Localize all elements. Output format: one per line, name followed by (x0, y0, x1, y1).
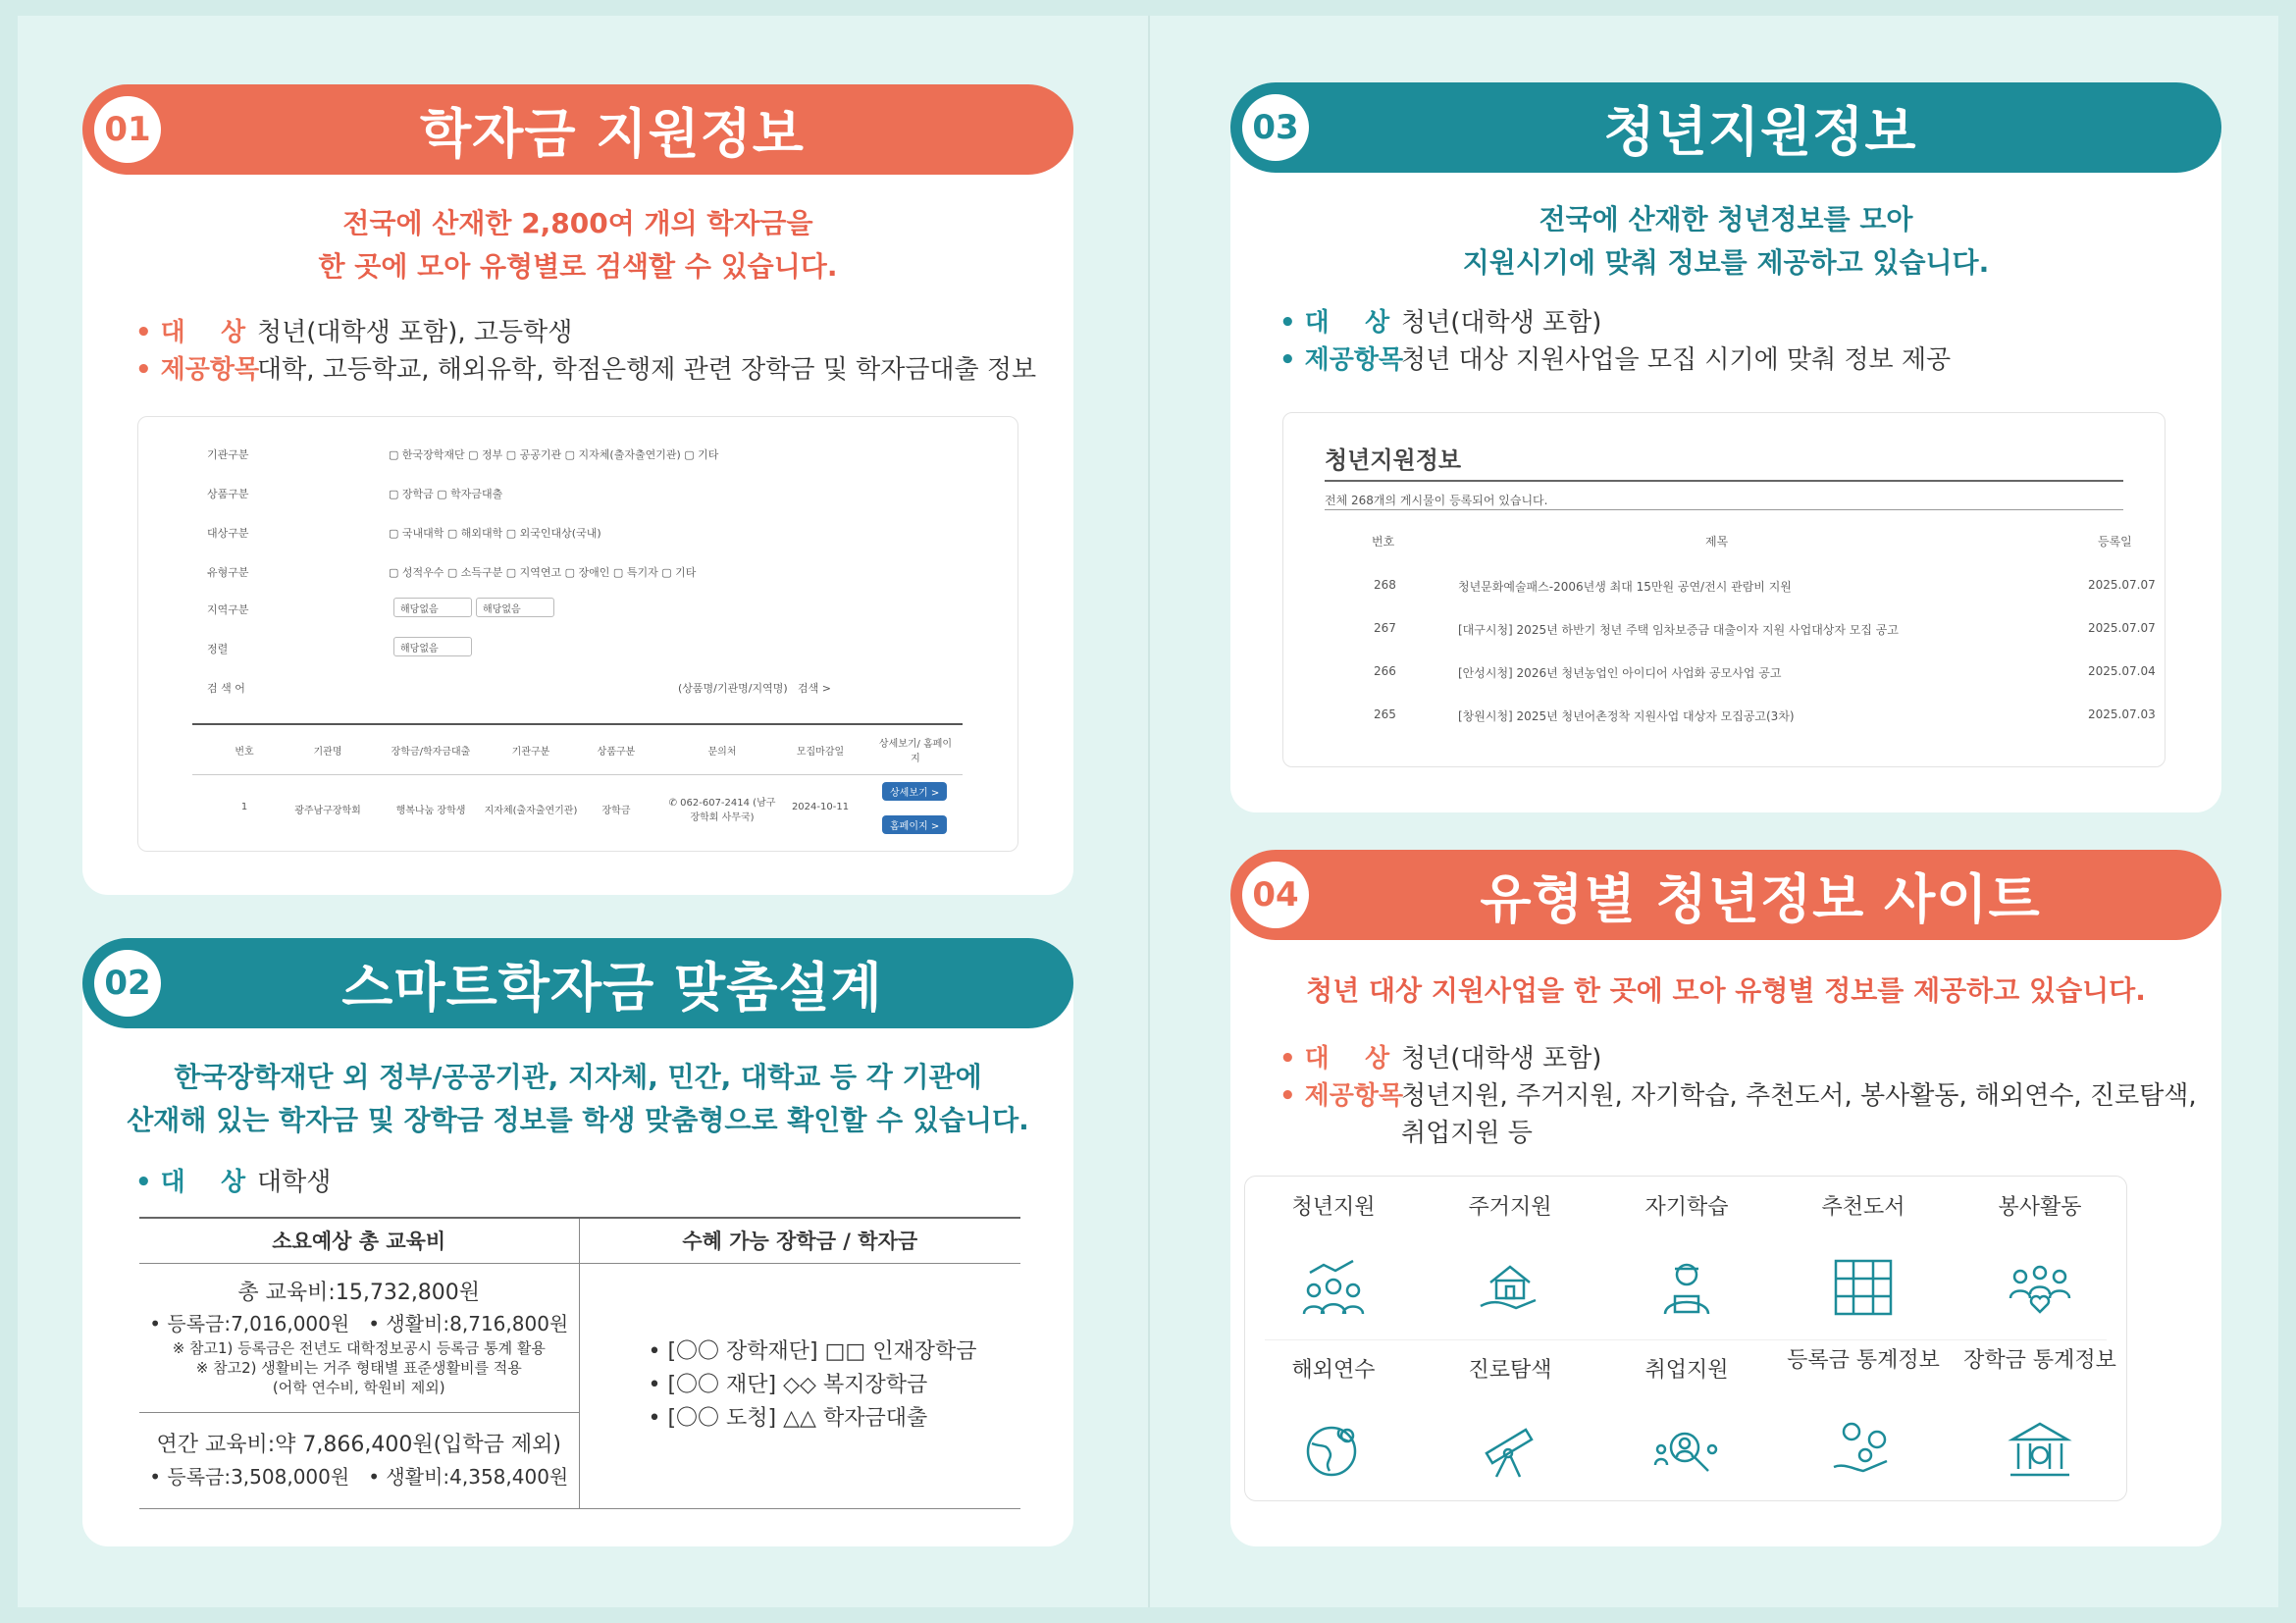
scholarship-info-banner (82, 84, 1073, 175)
target-value: 청년(대학생 포함) (1401, 308, 1602, 338)
list-row[interactable] (1342, 694, 2156, 737)
cell: 광주남구장학회 (294, 806, 361, 816)
list-row[interactable] (1342, 607, 2156, 651)
category-label: 해외연수 (1291, 1358, 1376, 1383)
category-label: 추천도서 (1821, 1195, 1905, 1220)
category-label: 주거지원 (1468, 1195, 1552, 1220)
row-date: 2025.07.07 (2088, 621, 2156, 635)
note-2: ※ 참고2) 생활비는 거주 형태별 표준생활비를 적용 (195, 1359, 522, 1377)
target-key: • 대 상 (1279, 1044, 1390, 1073)
section-title: 스마트학자금 맞춤설계 (341, 956, 883, 1019)
row-date: 2025.07.07 (2088, 578, 2156, 592)
category-label: 봉사활동 (1998, 1195, 2082, 1220)
tuition-stats-icon (1830, 1420, 1897, 1479)
cell: 지자체(출자출연기관) (484, 806, 578, 816)
row-date: 2025.07.03 (2088, 707, 2156, 721)
col-header: 상세보기/ 홈페이지 (878, 739, 953, 764)
section-lead (1230, 969, 2221, 1013)
job-search-icon (1653, 1420, 1720, 1479)
fold-line (1148, 16, 1150, 1607)
category-books[interactable] (1775, 1177, 1952, 1339)
cell: 장학금 (601, 806, 631, 816)
lead-line-2: 한 곳에 모아 유형별로 검색할 수 있습니다. (318, 250, 838, 283)
section-title: 청년지원정보 (1603, 100, 1917, 163)
region-sub-select[interactable]: 해당없음 (476, 598, 554, 617)
items-value-cont: 취업지원 등 (1401, 1119, 1533, 1148)
section-lead (82, 1056, 1073, 1142)
sort-select[interactable]: 해당없음 (393, 637, 472, 656)
category-volunteer[interactable] (1952, 1177, 2128, 1339)
info-items (135, 1164, 331, 1201)
category-label: 등록금 통계정보 (1787, 1348, 1940, 1373)
section-lead (1230, 198, 2221, 285)
education-cost-table (139, 1217, 1020, 1509)
cell: ✆ 062-607-2414 (남구장학회 사무국) (668, 798, 776, 823)
row-title[interactable]: [안성시청] 2026년 청년농업인 아이디어 사업화 공모사업 공고 (1458, 666, 1782, 680)
form-row (138, 435, 1018, 474)
category-youth-support[interactable] (1245, 1177, 1422, 1339)
col-header: 장학금/학자금대출 (391, 747, 471, 758)
form-options[interactable]: ▢ 장학금 ▢ 학자금대출 (389, 488, 503, 500)
info-items (135, 314, 1036, 389)
target-value: 청년(대학생 포함), 고등학생 (257, 318, 573, 347)
form-options[interactable]: ▢ 성적우수 ▢ 소득구분 ▢ 지역연고 ▢ 장애인 ▢ 특기자 ▢ 기타 (389, 566, 697, 579)
col-header: 기관구분 (511, 747, 550, 758)
list-row[interactable] (1342, 651, 2156, 694)
form-label: 유형구분 (207, 566, 249, 579)
self-study-icon (1653, 1257, 1720, 1316)
list-header (1342, 519, 2145, 562)
items-value: 청년 대상 지원사업을 모집 시기에 맞춰 정보 제공 (1401, 345, 1952, 375)
section-number: 01 (94, 96, 161, 163)
row-no: 268 (1374, 578, 1396, 592)
section-number: 03 (1242, 94, 1309, 161)
living-cost: • 생활비:8,716,800원 (368, 1312, 569, 1335)
books-icon (1830, 1257, 1897, 1316)
smart-scholarship-banner (82, 938, 1073, 1028)
form-row (138, 513, 1018, 552)
section-number: 04 (1242, 862, 1309, 928)
row-title[interactable]: [대구시청] 2025년 하반기 청년 주택 임차보증금 대출이자 지원 사업대상자 모집 공고 (1458, 623, 1899, 637)
telescope-icon (1477, 1420, 1543, 1479)
target-value: 청년(대학생 포함) (1401, 1044, 1602, 1073)
lead-line-1: 청년 대상 지원사업을 한 곳에 모아 유형별 정보를 제공하고 있습니다. (1306, 974, 2146, 1007)
lead-line-1: 한국장학재단 외 정부/공공기관, 지자체, 민간, 대학교 등 각 기관에 (174, 1061, 982, 1093)
items-key: • 제공항목 (1279, 345, 1404, 375)
category-tuition-stats[interactable] (1775, 1339, 1952, 1502)
youth-support-icon (1300, 1257, 1367, 1316)
row-date: 2025.07.04 (2088, 664, 2156, 678)
table-rule (192, 774, 963, 775)
category-label: 자기학습 (1644, 1195, 1729, 1220)
form-row (138, 668, 1018, 707)
category-label: 장학금 통계정보 (1963, 1348, 2116, 1373)
header-title: 제목 (1705, 535, 1729, 549)
col-header: 문의처 (707, 747, 737, 758)
category-overseas[interactable] (1245, 1339, 1422, 1502)
detail-button[interactable]: 상세보기 > (882, 782, 947, 801)
items-key: • 제공항목 (1279, 1081, 1404, 1111)
header-date: 등록일 (2098, 535, 2132, 549)
table-rule (192, 723, 963, 725)
section-title: 유형별 청년정보 사이트 (1480, 867, 2041, 930)
volunteer-icon (2007, 1257, 2073, 1316)
category-label: 취업지원 (1644, 1358, 1729, 1383)
youth-support-banner (1230, 82, 2221, 173)
items-value: 대학, 고등학교, 해외유학, 학점은행제 관련 장학금 및 학자금대출 정보 (257, 355, 1037, 385)
scholarship-stats-icon (2007, 1420, 2073, 1479)
lead-line-2: 지원시기에 맞춰 정보를 제공하고 있습니다. (1462, 246, 1990, 279)
row-no: 266 (1374, 664, 1396, 678)
scholarship-header: 수혜 가능 장학금 / 학자금 (579, 1218, 1020, 1263)
row-title[interactable]: [창원시청] 2025년 청년어촌정착 지원사업 대상자 모집공고(3차) (1458, 709, 1795, 723)
section-lead (82, 202, 1073, 288)
form-label: 검 색 어 (207, 682, 245, 695)
cell: 2024-10-11 (791, 802, 850, 812)
note-3: (어학 연수비, 학원비 제외) (272, 1379, 445, 1396)
category-scholarship-stats[interactable] (1952, 1339, 2128, 1502)
form-label: 기관구분 (207, 448, 249, 461)
list-rule (1325, 480, 2123, 482)
items-key: • 제공항목 (135, 355, 260, 385)
lead-line-1: 전국에 산재한 청년정보를 모아 (1539, 203, 1913, 236)
lead-line-1: 전국에 산재한 2,800여 개의 학자금을 (342, 207, 813, 239)
total-cost: 총 교육비:15,732,800원 (237, 1281, 481, 1305)
post-count: 전체 268개의 게시물이 등록되어 있습니다. (1325, 494, 1548, 507)
form-options[interactable]: ▢ 국내대학 ▢ 해외대학 ▢ 외국인대상(국내) (389, 527, 601, 540)
form-row (138, 590, 1018, 629)
header-no: 번호 (1372, 535, 1395, 549)
row-no: 267 (1374, 621, 1396, 635)
category-label: 진로탐색 (1468, 1358, 1552, 1383)
scholarship-search-screenshot (137, 416, 1018, 852)
globe-icon (1300, 1420, 1367, 1479)
target-value: 대학생 (257, 1168, 332, 1197)
section-number: 02 (94, 950, 161, 1017)
form-options[interactable]: ▢ 한국장학재단 ▢ 정부 ▢ 공공기관 ▢ 지자체(출자출연기관) ▢ 기타 (389, 448, 719, 461)
form-row (138, 474, 1018, 513)
category-self-study[interactable] (1598, 1177, 1775, 1339)
info-items (1279, 1040, 2197, 1152)
youth-sites-banner (1230, 850, 2221, 940)
search-button[interactable]: 검색 > (798, 682, 831, 695)
target-key: • 대 상 (135, 1168, 246, 1197)
scholarship-item: • [〇〇 도청] △△ 학자금대출 (648, 1406, 928, 1431)
scholarship-item: • [〇〇 장학재단] □□ 인재장학금 (648, 1339, 977, 1364)
note-1: ※ 참고1) 등록금은 전년도 대학정보공시 등록금 통계 활용 (172, 1339, 546, 1357)
form-label: 지역구분 (207, 603, 249, 616)
annual-tuition: • 등록금:3,508,000원 (149, 1465, 350, 1489)
cell: 행복나눔 장학생 (395, 806, 466, 816)
section-title: 학자금 지원정보 (420, 102, 805, 165)
col-header: 기관명 (313, 747, 342, 758)
row-no: 265 (1374, 707, 1396, 721)
form-label: 정렬 (207, 643, 229, 655)
list-rule (1325, 509, 2123, 510)
cost-header: 소요예상 총 교육비 (139, 1218, 579, 1263)
category-icon-grid (1244, 1176, 2127, 1501)
info-items (1279, 304, 1951, 379)
form-row (138, 552, 1018, 592)
form-label: 상품구분 (207, 488, 249, 500)
housing-icon (1477, 1257, 1543, 1316)
annual-cost: 연간 교육비:약 7,866,400원(입학금 제외) (156, 1433, 562, 1457)
category-employment[interactable] (1598, 1339, 1775, 1502)
target-key: • 대 상 (135, 318, 246, 347)
category-career[interactable] (1422, 1339, 1598, 1502)
list-title: 청년지원정보 (1325, 446, 1462, 474)
row-title[interactable]: 청년문화예술패스-2006년생 최대 15만원 공연/전시 관람비 지원 (1458, 580, 1792, 594)
youth-list-screenshot (1282, 412, 2166, 767)
search-placeholder[interactable]: (상품명/기관명/지역명) (678, 682, 788, 695)
cell: 1 (240, 802, 248, 812)
annual-living: • 생활비:4,358,400원 (368, 1465, 569, 1489)
scholarship-item: • [〇〇 재단] ◇◇ 복지장학금 (648, 1373, 928, 1397)
lead-line-2: 산재해 있는 학자금 및 장학금 정보를 학생 맞춤형으로 확인할 수 있습니다. (127, 1104, 1029, 1136)
list-row[interactable] (1342, 564, 2156, 607)
col-header: 모집마감일 (796, 747, 845, 758)
col-header: 상품구분 (597, 747, 636, 758)
category-label: 청년지원 (1291, 1195, 1376, 1220)
homepage-button[interactable]: 홈페이지 > (882, 815, 947, 834)
tuition-cost: • 등록금:7,016,000원 (149, 1312, 350, 1335)
target-key: • 대 상 (1279, 308, 1390, 338)
region-select[interactable]: 해당없음 (393, 598, 472, 617)
form-label: 대상구분 (207, 527, 249, 540)
col-header: 번호 (235, 747, 254, 758)
items-value: 청년지원, 주거지원, 자기학습, 추천도서, 봉사활동, 해외연수, 진로탐색, (1401, 1081, 2197, 1111)
category-housing[interactable] (1422, 1177, 1598, 1339)
form-row (138, 629, 1018, 668)
